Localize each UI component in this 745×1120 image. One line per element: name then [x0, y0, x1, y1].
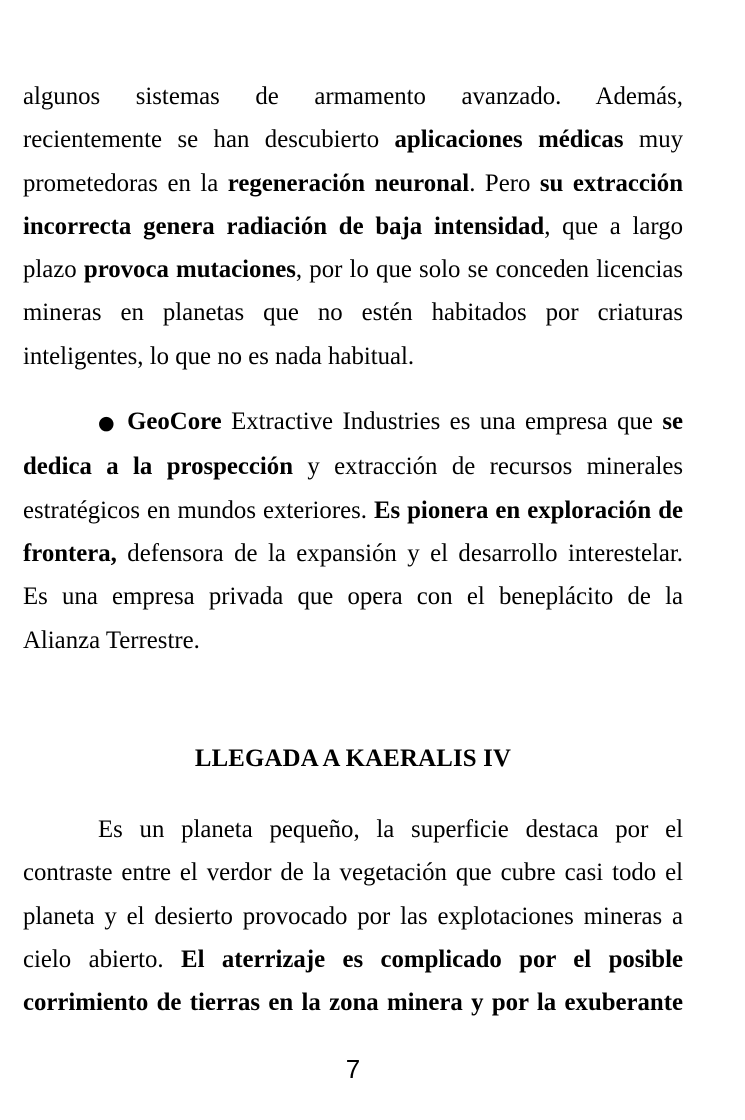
- text-segment: estratégicos en mundos exteriores.: [23, 496, 374, 524]
- text-segment: inteligentes, lo que no es nada habitual.: [23, 342, 415, 370]
- document-content: [23, 75, 683, 1025]
- text-line: [23, 248, 683, 291]
- text-line: [23, 400, 683, 445]
- text-segment: El aterrizaje es complicado por el posible: [181, 946, 683, 974]
- text-segment: Alianza Terrestre.: [23, 626, 200, 654]
- text-line: [23, 851, 683, 894]
- text-segment: frontera,: [23, 539, 117, 567]
- text-segment: aplicaciones médicas: [394, 126, 624, 154]
- bullet-icon: ●: [98, 412, 128, 435]
- paragraph-geocore: [23, 400, 683, 662]
- text-segment: incorrecta genera radiación de baja intensidad: [23, 212, 545, 240]
- text-line: [23, 445, 683, 488]
- text-line: [23, 619, 683, 662]
- text-segment: defensora de la expansión y el desarrollo interestelar.: [116, 539, 683, 567]
- text-segment: plazo: [23, 256, 84, 284]
- text-segment: cielo abierto.: [23, 946, 182, 974]
- text-segment: , que a largo: [544, 212, 683, 240]
- text-line: [23, 118, 683, 161]
- text-line: [23, 532, 683, 575]
- text-segment: , por lo que solo se conceden licencias: [295, 256, 683, 284]
- text-line: [23, 938, 683, 981]
- text-segment: GeoCore: [127, 408, 222, 436]
- text-line: [23, 205, 683, 248]
- text-line: [23, 808, 683, 851]
- section-heading-llegada: LLEGADA A KAERALIS IV: [194, 744, 512, 772]
- text-segment: contraste entre el verdor de la vegetación que cubre casi todo el: [23, 859, 683, 887]
- text-line: [23, 291, 683, 334]
- text-line: [23, 575, 683, 618]
- text-segment: corrimiento de tierras en la zona minera y por la exuberante: [23, 989, 683, 1017]
- text-segment: Es pionera en exploración de: [373, 496, 683, 524]
- paragraph-planeta: [23, 808, 683, 1024]
- text-segment: mineras en planetas que no estén habitados por criaturas: [23, 299, 683, 327]
- text-segment: Es un planeta pequeño, la superficie destaca por el: [98, 816, 683, 844]
- text-segment: . Pero: [469, 169, 540, 197]
- text-line: [23, 335, 683, 378]
- text-segment: Es una empresa privada que opera con el beneplácito de la: [23, 583, 683, 611]
- text-line: [23, 489, 683, 532]
- text-segment: recientemente se han descubierto: [23, 126, 395, 154]
- text-segment: y extracción de recursos minerales: [293, 453, 684, 481]
- text-segment: regeneración neuronal: [227, 169, 470, 197]
- text-line: [23, 895, 683, 938]
- text-line: [23, 75, 683, 118]
- text-segment: muy: [623, 126, 683, 154]
- paragraph-mineral-licencias: [23, 75, 683, 378]
- text-segment: Extractive Industries es una empresa que: [221, 408, 663, 436]
- page-number: 7: [345, 1054, 361, 1084]
- text-segment: dedica a la prospección: [23, 453, 294, 481]
- text-segment: prometedoras en la: [23, 169, 228, 197]
- text-segment: algunos sistemas de armamento avanzado. Además,: [23, 83, 683, 110]
- text-segment: planeta y el desierto provocado por las explotaciones mineras a: [23, 902, 683, 930]
- text-line: [23, 162, 683, 205]
- text-line: [23, 981, 683, 1024]
- text-segment: se: [662, 408, 683, 436]
- text-segment: provoca mutaciones: [83, 256, 296, 284]
- text-segment: su extracción: [539, 169, 683, 197]
